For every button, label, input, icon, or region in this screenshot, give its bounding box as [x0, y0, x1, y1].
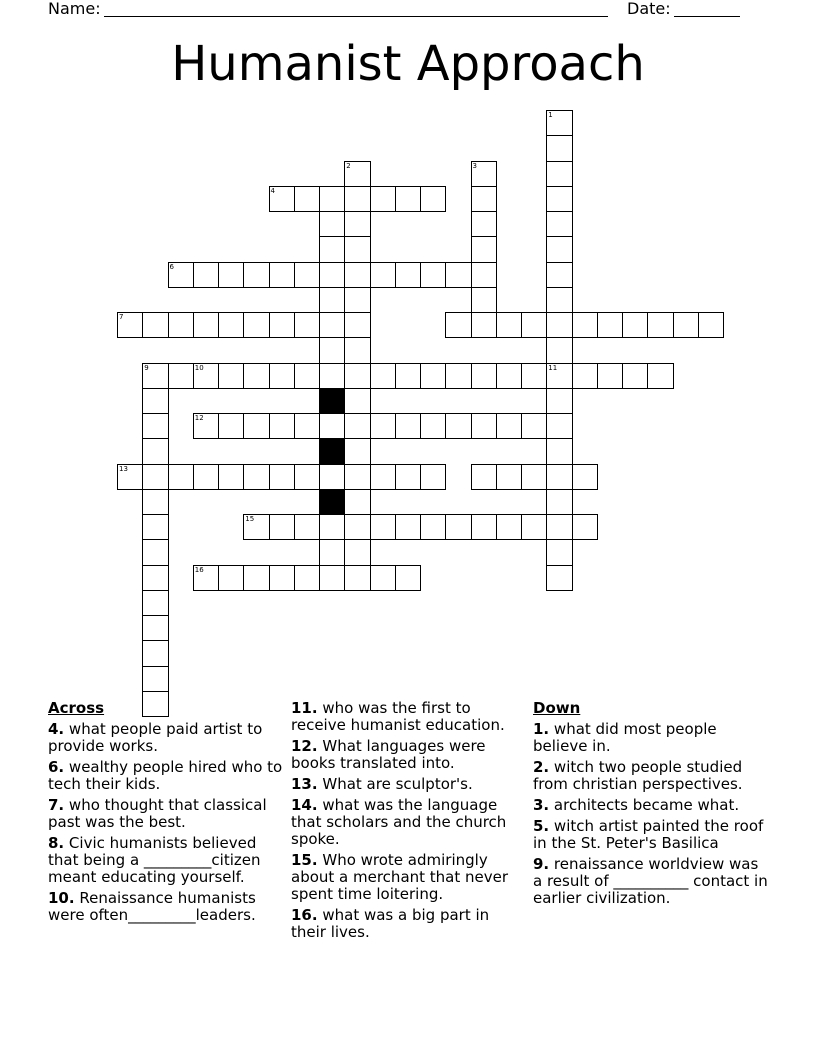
grid-cell[interactable]: [193, 565, 219, 591]
grid-cell[interactable]: [471, 464, 497, 490]
grid-cell[interactable]: [168, 262, 194, 288]
clue-number: 13: [119, 464, 128, 473]
clue-number: 10: [194, 363, 204, 372]
grid-cell[interactable]: [546, 236, 572, 262]
grid-cell[interactable]: [243, 413, 269, 439]
grid-cell[interactable]: [344, 363, 370, 389]
name-label: Name:: [48, 0, 101, 18]
clue-item-number: 14.: [291, 796, 318, 814]
grid-cell[interactable]: [546, 161, 572, 187]
grid-cell[interactable]: [546, 438, 572, 464]
clue-item-number: 15.: [291, 851, 318, 869]
grid-cell[interactable]: [142, 539, 168, 565]
clue-number: 12: [194, 414, 204, 422]
grid-cell[interactable]: [445, 363, 471, 389]
grid-cell[interactable]: [622, 312, 648, 338]
clue-item-text: what was a big part in their lives.: [291, 906, 490, 941]
clue-item-number: 16.: [291, 906, 318, 924]
clue-item-number: 13.: [291, 775, 318, 793]
grid-cell[interactable]: [546, 464, 572, 490]
grid-cell[interactable]: [218, 312, 244, 338]
grid-cell[interactable]: [319, 186, 345, 212]
grid-cell[interactable]: [142, 489, 168, 515]
grid-cell[interactable]: [294, 363, 320, 389]
grid-cell[interactable]: [370, 565, 396, 591]
grid-cell[interactable]: [344, 211, 370, 237]
grid-cell[interactable]: [370, 262, 396, 288]
grid-cell[interactable]: [142, 388, 168, 414]
grid-cell[interactable]: [344, 287, 370, 313]
grid-cell[interactable]: [269, 262, 295, 288]
clue-item: [48, 835, 284, 886]
clue-item-text: Renaissance humanists were often_________leaders.: [48, 889, 256, 924]
grid-cell[interactable]: [546, 337, 572, 363]
grid-cell[interactable]: [395, 514, 421, 540]
grid-cell[interactable]: [142, 312, 168, 338]
grid-cell[interactable]: [546, 539, 572, 565]
clue-item: [291, 738, 527, 772]
grid-cell[interactable]: [294, 262, 320, 288]
grid-cell[interactable]: [117, 464, 143, 490]
grid-cell[interactable]: [218, 464, 244, 490]
clue-item-text: witch two people studied from christian perspectives.: [533, 758, 743, 793]
grid-cell[interactable]: [471, 186, 497, 212]
clue-item: [533, 818, 769, 852]
grid-cell[interactable]: [546, 312, 572, 338]
clue-item: [291, 797, 527, 848]
clue-item-text: what people paid artist to provide works.: [48, 720, 263, 755]
grid-cell[interactable]: [420, 413, 446, 439]
grid-cell[interactable]: [142, 413, 168, 439]
grid-cell[interactable]: [344, 565, 370, 591]
grid-cell[interactable]: [243, 514, 269, 540]
grid-cell[interactable]: [471, 262, 497, 288]
grid-cell[interactable]: [269, 312, 295, 338]
grid-cell[interactable]: [344, 312, 370, 338]
grid-cell[interactable]: [319, 514, 345, 540]
clue-item-text: wealthy people hired who to tech their kids.: [48, 758, 283, 793]
grid-cell[interactable]: [344, 438, 370, 464]
grid-cell[interactable]: [193, 413, 219, 439]
grid-cell[interactable]: [496, 464, 522, 490]
clue-item-number: 6.: [48, 758, 65, 776]
clue-number: 16: [194, 565, 204, 574]
grid-cell[interactable]: [395, 363, 421, 389]
grid-cell[interactable]: [344, 262, 370, 288]
grid-cell[interactable]: [142, 590, 168, 616]
grid-cell[interactable]: [420, 186, 446, 212]
grid-block: [319, 438, 345, 464]
grid-cell[interactable]: [168, 464, 194, 490]
clue-item: [533, 797, 769, 814]
grid-cell[interactable]: [142, 438, 168, 464]
grid-cell[interactable]: [445, 262, 471, 288]
grid-cell[interactable]: [546, 363, 572, 389]
grid-cell[interactable]: [142, 363, 168, 389]
grid-cell[interactable]: [344, 514, 370, 540]
clue-item-number: 7.: [48, 796, 65, 814]
grid-cell[interactable]: [471, 236, 497, 262]
grid-cell[interactable]: [168, 312, 194, 338]
grid-cell[interactable]: [243, 312, 269, 338]
grid-cell[interactable]: [243, 464, 269, 490]
grid-cell[interactable]: [243, 363, 269, 389]
grid-cell[interactable]: [142, 666, 168, 692]
grid-cell[interactable]: [319, 413, 345, 439]
clue-item-number: 8.: [48, 834, 65, 852]
grid-cell[interactable]: [218, 413, 244, 439]
grid-cell[interactable]: [445, 413, 471, 439]
grid-cell[interactable]: [597, 312, 623, 338]
grid-cell[interactable]: [218, 565, 244, 591]
grid-cell[interactable]: [521, 514, 547, 540]
grid-cell[interactable]: [395, 186, 421, 212]
grid-cell[interactable]: [142, 464, 168, 490]
grid-cell[interactable]: [546, 489, 572, 515]
grid-cell[interactable]: [572, 312, 598, 338]
clue-number: 2: [346, 161, 351, 170]
grid-cell[interactable]: [546, 514, 572, 540]
grid-cell[interactable]: [420, 464, 446, 490]
clue-item: [291, 852, 527, 903]
clues-column-right: [533, 700, 769, 911]
grid-cell[interactable]: [168, 363, 194, 389]
clue-item-text: who was the first to receive humanist education.: [291, 699, 505, 734]
grid-cell[interactable]: [546, 211, 572, 237]
grid-cell[interactable]: [647, 363, 673, 389]
date-label: Date:: [627, 0, 671, 18]
grid-cell[interactable]: [546, 262, 572, 288]
clue-item-number: 12.: [291, 737, 318, 755]
grid-cell[interactable]: [294, 312, 320, 338]
grid-cell[interactable]: [370, 186, 396, 212]
clue-item: [48, 721, 284, 755]
across-heading: Across: [48, 699, 105, 717]
clue-number: 7: [119, 313, 124, 321]
grid-cell[interactable]: [142, 565, 168, 591]
clue-item-text: renaissance worldview was a result of __________ contact in earlier civilization.: [533, 855, 768, 907]
grid-cell[interactable]: [243, 565, 269, 591]
grid-cell[interactable]: [319, 337, 345, 363]
grid-cell[interactable]: [294, 514, 320, 540]
grid-cell[interactable]: [193, 363, 219, 389]
grid-cell[interactable]: [142, 615, 168, 641]
clue-item: [48, 890, 284, 924]
grid-cell[interactable]: [142, 640, 168, 666]
grid-cell[interactable]: [546, 186, 572, 212]
grid-cell[interactable]: [698, 312, 724, 338]
clues-column-middle: [291, 700, 527, 945]
clue-item-text: what did most people believe in.: [533, 720, 717, 755]
grid-cell[interactable]: [370, 413, 396, 439]
grid-cell[interactable]: [319, 262, 345, 288]
grid-cell[interactable]: [370, 514, 396, 540]
clue-item-number: 11.: [291, 699, 318, 717]
grid-cell[interactable]: [471, 363, 497, 389]
grid-cell[interactable]: [521, 464, 547, 490]
grid-cell[interactable]: [471, 211, 497, 237]
clue-item: [48, 759, 284, 793]
clue-item: [533, 721, 769, 755]
grid-cell[interactable]: [572, 464, 598, 490]
grid-cell[interactable]: [395, 464, 421, 490]
clue-item: [291, 776, 527, 793]
grid-cell[interactable]: [344, 464, 370, 490]
clue-item-text: what was the language that scholars and the church spoke.: [291, 796, 507, 848]
grid-cell[interactable]: [294, 186, 320, 212]
clue-number: 11: [548, 363, 558, 372]
grid-cell[interactable]: [572, 514, 598, 540]
clue-item-text: architects became what.: [553, 796, 740, 814]
grid-cell[interactable]: [546, 135, 572, 161]
grid-cell[interactable]: [142, 514, 168, 540]
grid-cell[interactable]: [546, 110, 572, 136]
clue-number: 1: [548, 111, 553, 119]
grid-cell[interactable]: [319, 565, 345, 591]
grid-block: [319, 489, 345, 515]
grid-cell[interactable]: [269, 464, 295, 490]
grid-block: [319, 388, 345, 414]
grid-cell[interactable]: [319, 287, 345, 313]
grid-cell[interactable]: [319, 539, 345, 565]
grid-cell[interactable]: [471, 287, 497, 313]
grid-cell[interactable]: [471, 413, 497, 439]
clue-item-number: 10.: [48, 889, 75, 907]
grid-cell[interactable]: [420, 514, 446, 540]
clue-number: 4: [270, 186, 275, 195]
grid-cell[interactable]: [117, 312, 143, 338]
grid-cell[interactable]: [370, 464, 396, 490]
grid-cell[interactable]: [546, 287, 572, 313]
grid-cell[interactable]: [521, 312, 547, 338]
grid-cell[interactable]: [193, 464, 219, 490]
clue-item-text: What languages were books translated into.: [291, 737, 486, 772]
grid-cell[interactable]: [269, 565, 295, 591]
grid-cell[interactable]: [546, 413, 572, 439]
grid-cell[interactable]: [445, 312, 471, 338]
grid-cell[interactable]: [496, 514, 522, 540]
grid-cell[interactable]: [344, 489, 370, 515]
grid-cell[interactable]: [572, 363, 598, 389]
grid-cell[interactable]: [445, 514, 471, 540]
clue-item-text: Who wrote admiringly about a merchant that never spent time loitering.: [291, 851, 509, 903]
clue-item: [48, 797, 284, 831]
grid-cell[interactable]: [319, 211, 345, 237]
clue-item-number: 3.: [533, 796, 550, 814]
grid-cell[interactable]: [496, 363, 522, 389]
grid-cell[interactable]: [344, 337, 370, 363]
grid-cell[interactable]: [344, 161, 370, 187]
grid-cell[interactable]: [344, 539, 370, 565]
grid-cell[interactable]: [344, 388, 370, 414]
grid-cell[interactable]: [546, 565, 572, 591]
grid-cell[interactable]: [294, 565, 320, 591]
grid-cell[interactable]: [294, 464, 320, 490]
grid-cell[interactable]: [622, 363, 648, 389]
grid-cell[interactable]: [673, 312, 699, 338]
grid-cell[interactable]: [193, 312, 219, 338]
clue-item-number: 2.: [533, 758, 550, 776]
grid-cell[interactable]: [597, 363, 623, 389]
clue-number: 9: [144, 363, 149, 372]
clue-item: [533, 856, 769, 907]
clue-item: [533, 759, 769, 793]
grid-cell[interactable]: [496, 312, 522, 338]
clue-item-text: who thought that classical past was the best.: [48, 796, 267, 831]
grid-cell[interactable]: [546, 388, 572, 414]
grid-cell[interactable]: [218, 262, 244, 288]
clue-item-number: 9.: [533, 855, 550, 873]
clue-number: 3: [472, 161, 477, 170]
grid-cell[interactable]: [647, 312, 673, 338]
clues-column-left: [48, 700, 284, 928]
grid-cell[interactable]: [243, 262, 269, 288]
grid-cell[interactable]: [496, 413, 522, 439]
grid-cell[interactable]: [193, 262, 219, 288]
grid-cell[interactable]: [218, 363, 244, 389]
grid-cell[interactable]: [319, 236, 345, 262]
clue-item: [291, 700, 527, 734]
grid-cell[interactable]: [269, 413, 295, 439]
grid-cell[interactable]: [269, 363, 295, 389]
grid-cell[interactable]: [471, 161, 497, 187]
clue-item-text: What are sculptor's.: [322, 775, 473, 793]
grid-cell[interactable]: [319, 363, 345, 389]
grid-cell[interactable]: [344, 236, 370, 262]
page-title: Humanist Approach: [171, 36, 645, 92]
clue-number: 15: [245, 515, 255, 523]
grid-cell[interactable]: [395, 413, 421, 439]
clue-item-number: 1.: [533, 720, 550, 738]
grid-cell[interactable]: [269, 186, 295, 212]
grid-cell[interactable]: [319, 312, 345, 338]
clue-number: 6: [169, 262, 174, 271]
clue-item-text: Civic humanists believed that being a _________citizen meant educating yourself.: [48, 834, 261, 886]
grid-cell[interactable]: [269, 514, 295, 540]
grid-cell[interactable]: [521, 363, 547, 389]
clue-item-text: witch artist painted the roof in the St. Peter's Basilica: [533, 817, 764, 852]
grid-cell[interactable]: [420, 363, 446, 389]
grid-cell[interactable]: [395, 262, 421, 288]
down-heading: Down: [533, 699, 581, 717]
grid-cell[interactable]: [370, 363, 396, 389]
grid-cell[interactable]: [521, 413, 547, 439]
grid-cell[interactable]: [344, 413, 370, 439]
clue-item-number: 4.: [48, 720, 65, 738]
grid-cell[interactable]: [294, 413, 320, 439]
clue-item: [291, 907, 527, 941]
clue-item-number: 5.: [533, 817, 550, 835]
grid-cell[interactable]: [319, 464, 345, 490]
grid-cell[interactable]: [471, 514, 497, 540]
grid-cell[interactable]: [471, 312, 497, 338]
grid-cell[interactable]: [395, 565, 421, 591]
grid-cell[interactable]: [420, 262, 446, 288]
grid-cell[interactable]: [344, 186, 370, 212]
